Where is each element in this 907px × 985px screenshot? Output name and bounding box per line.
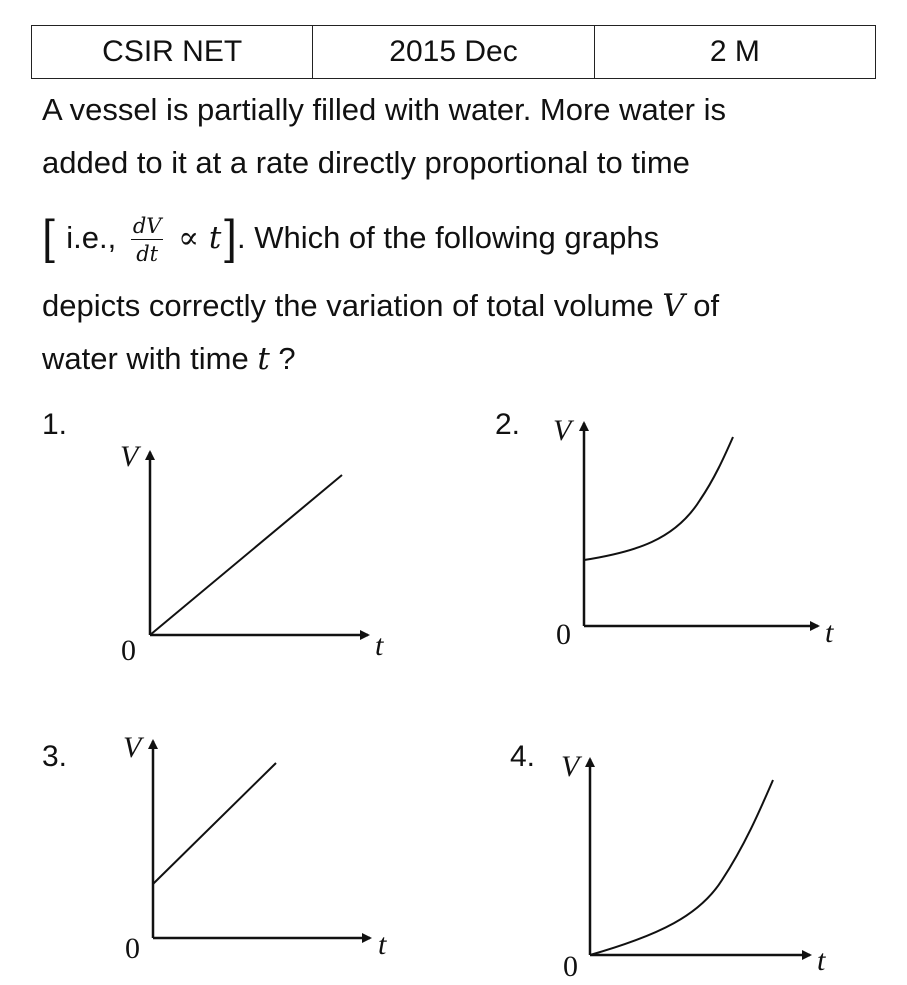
open-bracket: [ — [42, 211, 58, 269]
option-3-y-label: V — [123, 731, 142, 764]
exam-session-cell: 2015 Dec — [313, 26, 594, 79]
option-1-x-label: t — [375, 629, 384, 662]
option-1-origin-label: 0 — [121, 634, 136, 667]
option-1-graph — [120, 440, 384, 667]
fraction-numerator: dV — [132, 214, 162, 238]
marks-cell: 2 M — [594, 26, 875, 79]
option-2-y-label: V — [553, 414, 572, 447]
option-4-curve — [590, 780, 773, 955]
option-2-number: 2. — [495, 408, 521, 441]
option-3-origin-label: 0 — [125, 932, 140, 965]
time-symbol: t — [257, 341, 270, 377]
question-line-5-text: water with time — [42, 341, 258, 376]
question-line-4-end: of — [684, 288, 720, 323]
option-4-origin-label: 0 — [563, 950, 578, 983]
exam-name-cell: CSIR NET — [32, 26, 313, 79]
ie-text: i.e., — [66, 220, 117, 256]
question-line-4-text: depicts correctly the variation of total volume — [42, 288, 663, 323]
option-2-curve — [584, 437, 733, 560]
option-2-graph — [553, 414, 834, 651]
question-mark: ? — [269, 341, 296, 376]
close-bracket: ] — [221, 211, 237, 269]
option-1-curve — [150, 475, 342, 635]
option-2-origin-label: 0 — [556, 618, 571, 651]
volume-symbol: V — [662, 288, 685, 324]
option-4-number: 4. — [510, 740, 536, 773]
option-3-curve — [153, 763, 276, 884]
question-line-1: A vessel is partially filled with water. More water is — [42, 92, 726, 127]
option-4-graph — [561, 750, 826, 983]
option-1-number: 1. — [42, 408, 68, 441]
proportional-to-t: ∝ t — [178, 220, 222, 257]
option-3-graph — [123, 731, 387, 965]
option-1-y-label: V — [120, 440, 139, 473]
fraction-denominator: dt — [136, 242, 159, 266]
option-4-x-label: t — [817, 944, 826, 977]
question-line-2: added to it at a rate directly proportional to time — [42, 145, 690, 180]
option-4-y-label: V — [561, 750, 580, 783]
option-3-number: 3. — [42, 740, 68, 773]
question-line-3-rest: . Which of the following graphs — [236, 220, 660, 256]
option-3-x-label: t — [378, 928, 387, 961]
option-2-x-label: t — [825, 616, 834, 649]
